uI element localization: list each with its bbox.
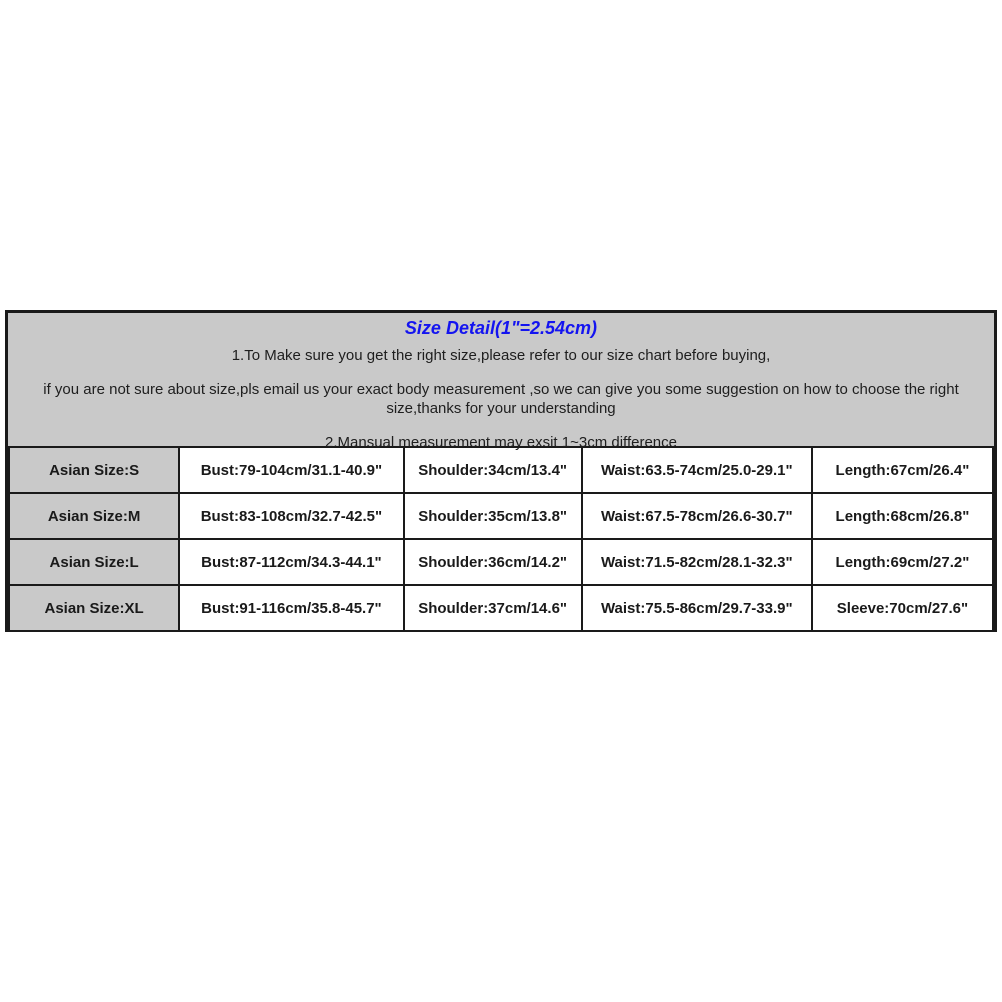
cell-length: Length:67cm/26.4"	[812, 447, 993, 493]
table-row-size-m	[9, 493, 993, 539]
cell-shoulder: Shoulder:35cm/13.8"	[404, 493, 582, 539]
size-detail-title: Size Detail(1"=2.54cm)	[404, 318, 598, 338]
cell-size: Asian Size:L	[9, 539, 179, 585]
cell-size: Asian Size:M	[9, 493, 179, 539]
cell-bust: Bust:79-104cm/31.1-40.9"	[179, 447, 403, 493]
cell-bust: Bust:87-112cm/34.3-44.1"	[179, 539, 403, 585]
cell-waist: Waist:67.5-78cm/26.6-30.7"	[582, 493, 812, 539]
table-row-size-s	[9, 447, 993, 493]
note-email-measurement: if you are not sure about size,pls email us your exact body measurement ,so we can give you some suggestion on how to choose the right size,thanks for your understanding	[43, 381, 959, 417]
table-row-size-l	[9, 539, 993, 585]
size-chart-table	[8, 446, 994, 632]
table-row-size-xl	[9, 585, 993, 631]
cell-waist: Waist:71.5-82cm/28.1-32.3"	[582, 539, 812, 585]
cell-shoulder: Shoulder:36cm/14.2"	[404, 539, 582, 585]
cell-length: Length:68cm/26.8"	[812, 493, 993, 539]
cell-bust: Bust:91-116cm/35.8-45.7"	[179, 585, 403, 631]
cell-shoulder: Shoulder:34cm/13.4"	[404, 447, 582, 493]
note-manual-difference: 2.Mansual measurement may exsit 1~3cm difference	[325, 434, 677, 451]
cell-shoulder: Shoulder:37cm/14.6"	[404, 585, 582, 631]
cell-size: Asian Size:S	[9, 447, 179, 493]
size-detail-intro	[8, 313, 994, 451]
cell-waist: Waist:75.5-86cm/29.7-33.9"	[582, 585, 812, 631]
size-detail-panel	[5, 310, 997, 632]
note-refer-to-chart: 1.To Make sure you get the right size,please refer to our size chart before buying,	[231, 347, 771, 364]
cell-size: Asian Size:XL	[9, 585, 179, 631]
cell-length: Length:69cm/27.2"	[812, 539, 993, 585]
cell-waist: Waist:63.5-74cm/25.0-29.1"	[582, 447, 812, 493]
cell-bust: Bust:83-108cm/32.7-42.5"	[179, 493, 403, 539]
cell-sleeve: Sleeve:70cm/27.6"	[812, 585, 993, 631]
